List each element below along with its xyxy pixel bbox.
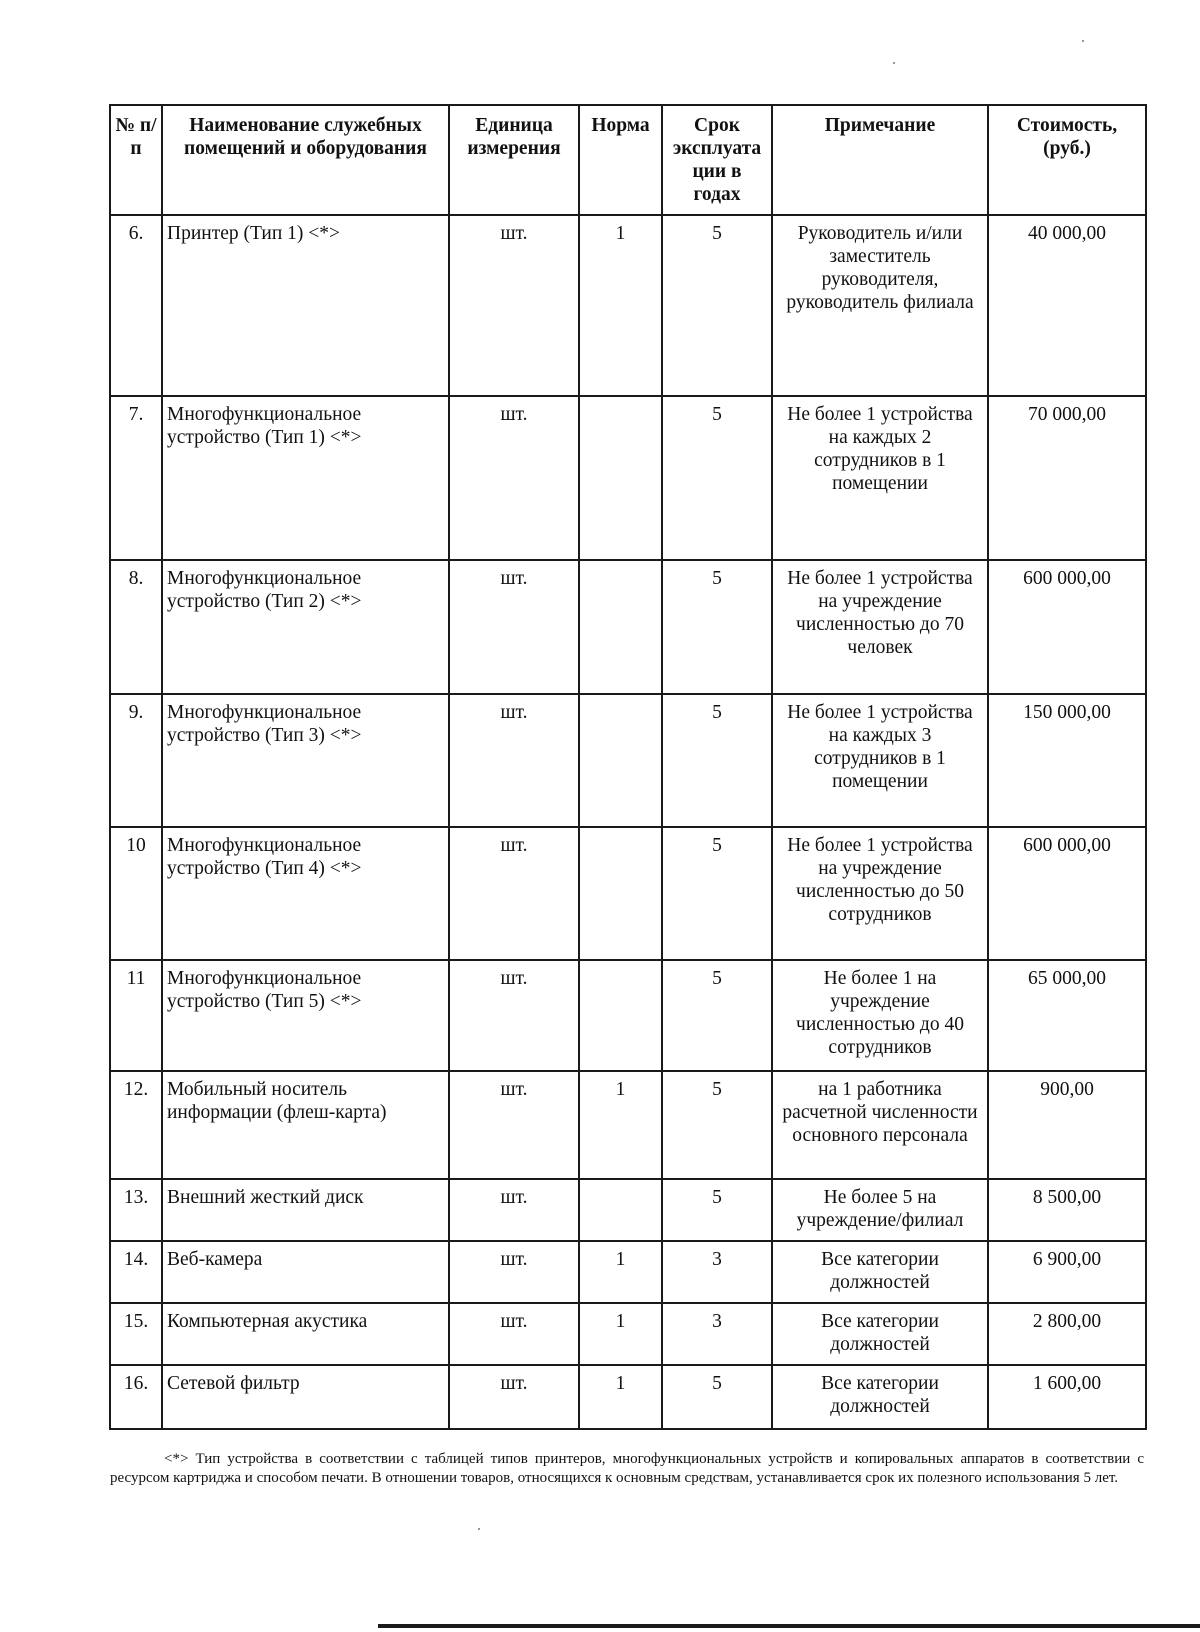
header-note: Примечание bbox=[772, 105, 988, 215]
scan-speck bbox=[478, 1528, 480, 1530]
cell-term: 5 bbox=[662, 396, 772, 560]
cell-cost: 40 000,00 bbox=[988, 215, 1146, 396]
cell-name: Веб-камера bbox=[162, 1241, 449, 1303]
cell-term: 5 bbox=[662, 215, 772, 396]
footnote: <*> Тип устройства в соответствии с таблицей типов принтеров, многофункциональных устройств и копировальных аппаратов в соответствии с ресурсом картриджа и способом печати. В отношении товаров, относящихся к основным средствам, устанавливается срок их полезного использования 5 лет. bbox=[110, 1451, 1144, 1486]
cell-term: 5 bbox=[662, 560, 772, 694]
cell-unit: шт. bbox=[449, 1071, 579, 1179]
table-row bbox=[110, 1071, 1146, 1179]
cell-name: Многофункциональное устройство (Тип 1) <*> bbox=[162, 396, 449, 560]
table-row bbox=[110, 215, 1146, 396]
scan-speck bbox=[1082, 40, 1084, 42]
cell-note: Все категории должностей bbox=[772, 1303, 988, 1365]
cell-unit: шт. bbox=[449, 215, 579, 396]
cell-note: Не более 1 устройства на учреждение численностью до 70 человек bbox=[772, 560, 988, 694]
header-term: Срок эксплуата ции в годах bbox=[662, 105, 772, 215]
cell-cost: 8 500,00 bbox=[988, 1179, 1146, 1241]
scan-speck bbox=[893, 62, 895, 64]
cell-note: Все категории должностей bbox=[772, 1365, 988, 1429]
cell-unit: шт. bbox=[449, 560, 579, 694]
cell-cost: 70 000,00 bbox=[988, 396, 1146, 560]
cell-term: 3 bbox=[662, 1241, 772, 1303]
cell-unit: шт. bbox=[449, 1303, 579, 1365]
cell-norm bbox=[579, 1179, 662, 1241]
cell-term: 5 bbox=[662, 1071, 772, 1179]
cell-name: Многофункциональное устройство (Тип 2) <*> bbox=[162, 560, 449, 694]
cell-num: 16. bbox=[110, 1365, 162, 1429]
cell-term: 5 bbox=[662, 827, 772, 960]
cell-norm bbox=[579, 827, 662, 960]
cell-term: 5 bbox=[662, 960, 772, 1071]
cell-norm bbox=[579, 560, 662, 694]
header-num: № п/п bbox=[110, 105, 162, 215]
cell-num: 9. bbox=[110, 694, 162, 827]
header-norm: Норма bbox=[579, 105, 662, 215]
cell-num: 6. bbox=[110, 215, 162, 396]
table-row bbox=[110, 827, 1146, 960]
cell-name: Сетевой фильтр bbox=[162, 1365, 449, 1429]
scan-edge-line bbox=[378, 1624, 1200, 1628]
cell-note: Не более 1 устройства на каждых 3 сотрудников в 1 помещении bbox=[772, 694, 988, 827]
table-row bbox=[110, 1241, 1146, 1303]
cell-norm: 1 bbox=[579, 1071, 662, 1179]
equipment-norms-table bbox=[109, 104, 1147, 1430]
cell-term: 5 bbox=[662, 1179, 772, 1241]
header-row bbox=[110, 105, 1146, 215]
cell-num: 7. bbox=[110, 396, 162, 560]
cell-unit: шт. bbox=[449, 396, 579, 560]
cell-num: 10 bbox=[110, 827, 162, 960]
table-row bbox=[110, 1179, 1146, 1241]
table-row bbox=[110, 560, 1146, 694]
table-row bbox=[110, 396, 1146, 560]
cell-unit: шт. bbox=[449, 827, 579, 960]
cell-unit: шт. bbox=[449, 960, 579, 1071]
cell-cost: 600 000,00 bbox=[988, 827, 1146, 960]
cell-term: 5 bbox=[662, 694, 772, 827]
cell-note: на 1 работника расчетной численности основного персонала bbox=[772, 1071, 988, 1179]
cell-name: Многофункциональное устройство (Тип 3) <*> bbox=[162, 694, 449, 827]
cell-note: Не более 1 устройства на учреждение численностью до 50 сотрудников bbox=[772, 827, 988, 960]
header-unit: Единица измерения bbox=[449, 105, 579, 215]
cell-num: 11 bbox=[110, 960, 162, 1071]
cell-cost: 1 600,00 bbox=[988, 1365, 1146, 1429]
cell-name: Внешний жесткий диск bbox=[162, 1179, 449, 1241]
cell-num: 14. bbox=[110, 1241, 162, 1303]
cell-unit: шт. bbox=[449, 1365, 579, 1429]
cell-num: 15. bbox=[110, 1303, 162, 1365]
cell-note: Не более 1 на учреждение численностью до 40 сотрудников bbox=[772, 960, 988, 1071]
cell-norm: 1 bbox=[579, 1365, 662, 1429]
cell-cost: 2 800,00 bbox=[988, 1303, 1146, 1365]
cell-name: Мобильный носитель информации (флеш-карта) bbox=[162, 1071, 449, 1179]
cell-note: Не более 1 устройства на каждых 2 сотрудников в 1 помещении bbox=[772, 396, 988, 560]
cell-cost: 150 000,00 bbox=[988, 694, 1146, 827]
header-cost: Стоимость, (руб.) bbox=[988, 105, 1146, 215]
cell-note: Руководитель и/или заместитель руководителя, руководитель филиала bbox=[772, 215, 988, 396]
cell-unit: шт. bbox=[449, 694, 579, 827]
cell-cost: 900,00 bbox=[988, 1071, 1146, 1179]
cell-num: 12. bbox=[110, 1071, 162, 1179]
cell-note: Все категории должностей bbox=[772, 1241, 988, 1303]
table-row bbox=[110, 1303, 1146, 1365]
cell-norm bbox=[579, 396, 662, 560]
cell-name: Многофункциональное устройство (Тип 5) <*> bbox=[162, 960, 449, 1071]
cell-norm: 1 bbox=[579, 1303, 662, 1365]
cell-norm bbox=[579, 960, 662, 1071]
cell-unit: шт. bbox=[449, 1179, 579, 1241]
cell-note: Не более 5 на учреждение/филиал bbox=[772, 1179, 988, 1241]
cell-unit: шт. bbox=[449, 1241, 579, 1303]
cell-norm bbox=[579, 694, 662, 827]
cell-cost: 600 000,00 bbox=[988, 560, 1146, 694]
cell-cost: 65 000,00 bbox=[988, 960, 1146, 1071]
cell-norm: 1 bbox=[579, 1241, 662, 1303]
cell-cost: 6 900,00 bbox=[988, 1241, 1146, 1303]
cell-name: Принтер (Тип 1) <*> bbox=[162, 215, 449, 396]
cell-name: Компьютерная акустика bbox=[162, 1303, 449, 1365]
table-row bbox=[110, 694, 1146, 827]
cell-term: 3 bbox=[662, 1303, 772, 1365]
table-row bbox=[110, 1365, 1146, 1429]
cell-norm: 1 bbox=[579, 215, 662, 396]
cell-term: 5 bbox=[662, 1365, 772, 1429]
cell-name: Многофункциональное устройство (Тип 4) <*> bbox=[162, 827, 449, 960]
cell-num: 8. bbox=[110, 560, 162, 694]
header-name: Наименование служебных помещений и оборудования bbox=[162, 105, 449, 215]
table-row bbox=[110, 960, 1146, 1071]
cell-num: 13. bbox=[110, 1179, 162, 1241]
